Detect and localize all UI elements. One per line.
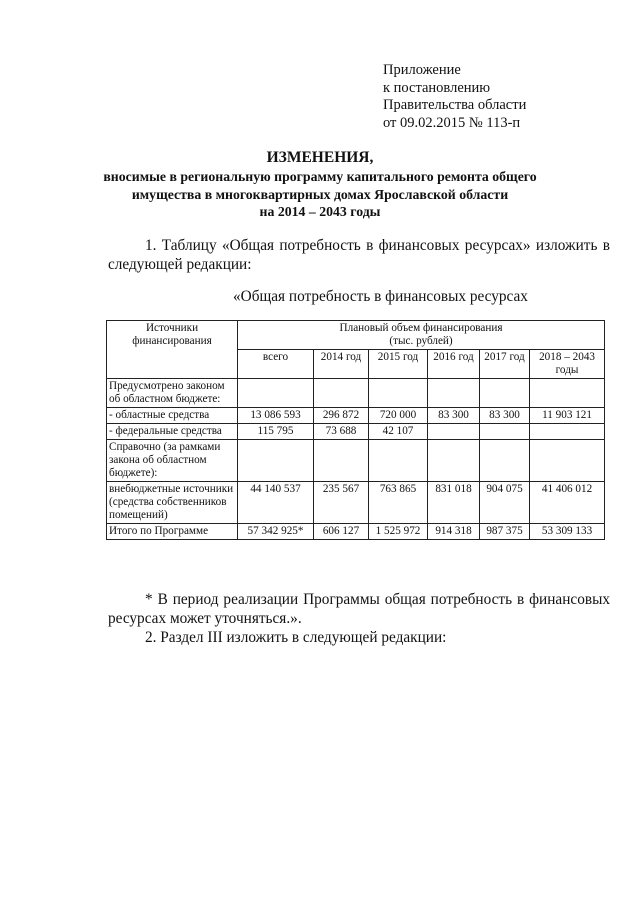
cell-2016: 83 300: [428, 408, 480, 424]
title-line-3: на 2014 – 2043 годы: [259, 204, 381, 219]
cell-total: 13 086 593: [238, 408, 314, 424]
table-row: [107, 424, 605, 440]
paragraph-2: 2. Раздел III изложить в следующей редакции:: [145, 629, 447, 646]
annex-line-1: Приложение: [383, 62, 461, 78]
cell-2017: [480, 440, 530, 482]
annex-line-2: к постановлению: [383, 79, 491, 96]
cell-total: [238, 379, 314, 408]
cell-2017: 904 075: [480, 482, 530, 524]
header-source: Источники финансирования: [107, 321, 238, 379]
header-planned-title: Плановый объем финансирования: [339, 322, 503, 334]
cell-2014: [314, 379, 369, 408]
header-2014: 2014 год: [314, 350, 369, 379]
cell-2015: 720 000: [369, 408, 428, 424]
row-label: - областные средства: [107, 408, 238, 424]
table-row: [107, 379, 605, 408]
footnote: * В период реализации Программы общая потребность в финансовых ресурсах может уточняться.».: [108, 591, 610, 627]
title-main: ИЗМЕНЕНИЯ,: [266, 149, 374, 166]
cell-2015: 1 525 972: [369, 524, 428, 540]
cell-2017: 83 300: [480, 408, 530, 424]
document-title: [80, 148, 560, 221]
cell-2017: [480, 379, 530, 408]
header-2017: 2017 год: [480, 350, 530, 379]
cell-2015: [369, 440, 428, 482]
cell-2018-2043: 41 406 012: [530, 482, 605, 524]
cell-2017: [480, 424, 530, 440]
cell-2017: 987 375: [480, 524, 530, 540]
annex-line-3: Правительства области: [383, 97, 527, 113]
cell-total: 44 140 537: [238, 482, 314, 524]
cell-2015: [369, 379, 428, 408]
header-2016: 2016 год: [428, 350, 480, 379]
header-planned: [238, 321, 605, 350]
cell-2018-2043: [530, 379, 605, 408]
cell-2015: 42 107: [369, 424, 428, 440]
header-unit: (тыс. рублей): [389, 335, 453, 347]
row-label: Предусмотрено законом об областном бюджете:: [107, 379, 238, 408]
financing-table: [106, 320, 605, 540]
cell-2014: 73 688: [314, 424, 369, 440]
cell-2016: 914 318: [428, 524, 480, 540]
cell-total: 115 795: [238, 424, 314, 440]
row-label: Справочно (за рамками закона об областном бюджете):: [107, 440, 238, 482]
title-line-2: имущества в многоквартирных домах Ярославской области: [131, 186, 509, 202]
cell-2016: [428, 440, 480, 482]
table-row: [107, 408, 605, 424]
cell-2018-2043: 11 903 121: [530, 408, 605, 424]
header-2015: 2015 год: [369, 350, 428, 379]
cell-2018-2043: [530, 440, 605, 482]
title-line-1: вносимые в региональную программу капитального ремонта общего: [103, 169, 537, 184]
paragraph-1: 1. Таблицу «Общая потребность в финансовых ресурсах» изложить в следующей редакции:: [108, 237, 610, 273]
table-row: [107, 440, 605, 482]
row-label: - федеральные средства: [107, 424, 238, 440]
table-header-row: [107, 321, 605, 350]
header-2018-2043: 2018 – 2043 годы: [530, 350, 605, 379]
cell-2014: [314, 440, 369, 482]
table-total-row: [107, 524, 605, 540]
cell-2016: [428, 379, 480, 408]
table-row: [107, 482, 605, 524]
cell-2014: 606 127: [314, 524, 369, 540]
cell-2015: 763 865: [369, 482, 428, 524]
cell-2018-2043: [530, 424, 605, 440]
cell-2014: 235 567: [314, 482, 369, 524]
header-total: всего: [238, 350, 314, 379]
cell-2018-2043: 53 309 133: [530, 524, 605, 540]
cell-2016: 831 018: [428, 482, 480, 524]
row-label: внебюджетные источники (средства собственников помещений): [107, 482, 238, 524]
row-label: Итого по Программе: [107, 524, 238, 540]
cell-total: 57 342 925*: [238, 524, 314, 540]
annex-block: [383, 62, 526, 132]
cell-total: [238, 440, 314, 482]
cell-2014: 296 872: [314, 408, 369, 424]
cell-2016: [428, 424, 480, 440]
annex-line-4: от 09.02.2015 № 113-п: [383, 114, 521, 131]
table-caption: «Общая потребность в финансовых ресурсах: [233, 288, 528, 305]
